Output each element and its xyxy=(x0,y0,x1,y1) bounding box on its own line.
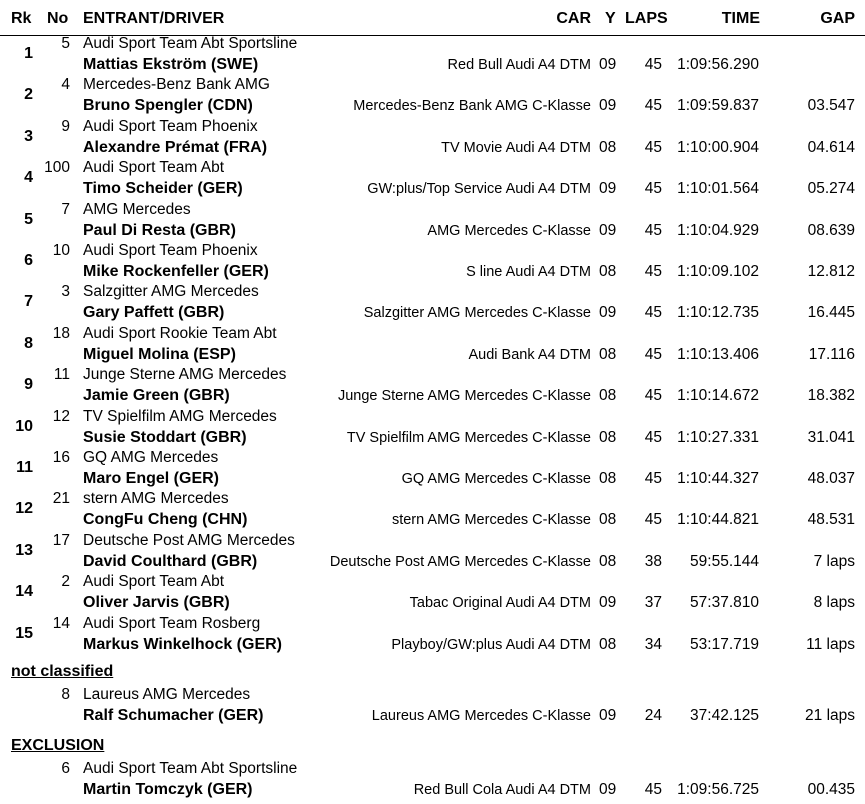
driver-name-cell: Oliver Jarvis (GBR) xyxy=(83,594,230,612)
gap-cell: 17.116 xyxy=(808,345,855,363)
rank-cell: 3 xyxy=(24,127,33,145)
team-name-cell: Audi Sport Team Rosberg xyxy=(83,614,261,632)
gap-cell: 11 laps xyxy=(806,635,855,653)
laps-cell: 38 xyxy=(644,552,662,570)
car-number-cell: 16 xyxy=(52,449,70,466)
gap-cell: 8 laps xyxy=(813,594,855,612)
driver-name-cell: Timo Scheider (GER) xyxy=(83,180,243,198)
car-model-cell: stern AMG Mercedes C-Klasse xyxy=(391,512,591,529)
car-number-cell: 3 xyxy=(61,283,70,301)
result-entry xyxy=(0,35,865,77)
rank-cell: 14 xyxy=(15,583,33,601)
car-number-cell: 5 xyxy=(61,35,70,52)
gap-cell: 03.547 xyxy=(807,97,855,115)
time-cell: 1:09:56.290 xyxy=(677,56,759,73)
year-cell: 09 xyxy=(599,180,617,198)
time-cell: 1:10:01.564 xyxy=(677,180,759,198)
car-model-cell: Red Bull Cola Audi A4 DTM xyxy=(413,782,591,798)
car-number-cell: 14 xyxy=(52,614,70,632)
driver-name-cell: Miguel Molina (ESP) xyxy=(83,345,236,363)
driver-name-cell: Martin Tomczyk (GER) xyxy=(83,781,253,798)
year-cell: 09 xyxy=(599,781,617,798)
time-cell: 53:17.719 xyxy=(690,635,759,653)
column-header-gap: GAP xyxy=(820,10,855,27)
laps-cell: 45 xyxy=(644,781,662,798)
car-number-cell: 21 xyxy=(52,490,70,508)
driver-name-cell: Mattias Ekström (SWE) xyxy=(83,56,259,73)
car-model-cell: GW:plus/Top Service Audi A4 DTM xyxy=(367,181,591,198)
year-cell: 08 xyxy=(599,263,617,280)
year-cell: 08 xyxy=(599,138,617,156)
time-cell: 1:09:56.725 xyxy=(677,781,759,798)
team-name-cell: Audi Sport Team Abt Sportsline xyxy=(83,760,298,777)
result-entry xyxy=(0,159,865,201)
rank-cell: 6 xyxy=(24,252,33,269)
header-row xyxy=(0,6,865,36)
car-number-cell: 8 xyxy=(61,686,70,703)
team-name-cell: TV Spielfilm AMG Mercedes xyxy=(83,407,277,425)
team-name-cell: Salzgitter AMG Mercedes xyxy=(83,283,259,301)
laps-cell: 45 xyxy=(644,263,662,280)
car-model-cell: Junge Sterne AMG Mercedes C-Klasse xyxy=(337,388,591,405)
rank-cell: 1 xyxy=(24,45,33,62)
result-entry xyxy=(0,408,865,450)
car-number-cell: 10 xyxy=(52,242,70,259)
time-cell: 1:10:14.672 xyxy=(677,387,759,405)
team-name-cell: Audi Sport Team Abt Sportsline xyxy=(83,35,298,52)
result-entry xyxy=(0,366,865,408)
driver-name-cell: Paul Di Resta (GBR) xyxy=(83,221,236,239)
gap-cell: 31.041 xyxy=(807,428,855,446)
team-name-cell: GQ AMG Mercedes xyxy=(83,449,219,466)
car-number-cell: 2 xyxy=(61,573,70,591)
result-entry xyxy=(0,532,865,574)
driver-name-cell: Mike Rockenfeller (GER) xyxy=(83,263,269,280)
rank-cell: 8 xyxy=(24,334,33,352)
driver-name-cell: Jamie Green (GBR) xyxy=(83,387,230,405)
team-name-cell: Audi Sport Team Phoenix xyxy=(83,242,258,259)
result-entry xyxy=(0,283,865,325)
laps-cell: 45 xyxy=(644,428,662,446)
laps-cell: 45 xyxy=(644,97,662,115)
rank-cell: 7 xyxy=(24,293,33,311)
laps-cell: 45 xyxy=(644,470,662,487)
result-entry xyxy=(0,201,865,243)
section-heading-exclusion: EXCLUSION xyxy=(11,737,105,754)
car-model-cell: Red Bull Audi A4 DTM xyxy=(447,57,591,73)
gap-cell: 18.382 xyxy=(807,387,855,405)
driver-name-cell: Gary Paffett (GBR) xyxy=(83,304,225,322)
car-number-cell: 4 xyxy=(61,76,70,94)
gap-cell: 08.639 xyxy=(807,221,855,239)
car-model-cell: TV Movie Audi A4 DTM xyxy=(441,139,591,156)
gap-cell: 12.812 xyxy=(807,263,855,280)
year-cell: 09 xyxy=(599,707,617,724)
gap-cell: 7 laps xyxy=(813,552,855,570)
laps-cell: 45 xyxy=(644,180,662,198)
year-cell: 08 xyxy=(599,345,617,363)
year-cell: 08 xyxy=(599,552,617,570)
result-entry xyxy=(0,490,865,532)
time-cell: 1:10:04.929 xyxy=(677,221,759,239)
rank-cell: 13 xyxy=(15,541,33,559)
rank-cell: 9 xyxy=(24,376,33,394)
column-header-time: TIME xyxy=(721,10,760,27)
car-model-cell: Audi Bank A4 DTM xyxy=(468,346,591,363)
car-model-cell: TV Spielfilm AMG Mercedes C-Klasse xyxy=(346,429,591,446)
result-entry xyxy=(0,118,865,160)
team-name-cell: Mercedes-Benz Bank AMG xyxy=(83,76,270,94)
year-cell: 09 xyxy=(599,56,617,73)
result-entry xyxy=(0,76,865,118)
result-entry xyxy=(0,760,865,802)
gap-cell: 04.614 xyxy=(807,138,855,156)
team-name-cell: Audi Sport Rookie Team Abt xyxy=(83,324,277,342)
time-cell: 37:42.125 xyxy=(690,707,759,724)
time-cell: 1:10:27.331 xyxy=(677,428,759,446)
column-header-laps: LAPS xyxy=(625,10,668,27)
gap-cell: 48.531 xyxy=(807,511,855,529)
laps-cell: 37 xyxy=(644,594,662,612)
year-cell: 08 xyxy=(599,470,617,487)
result-entry xyxy=(0,242,865,284)
car-model-cell: Laureus AMG Mercedes C-Klasse xyxy=(371,708,591,724)
time-cell: 57:37.810 xyxy=(690,594,759,612)
column-header-car: CAR xyxy=(556,10,591,27)
year-cell: 08 xyxy=(599,635,617,653)
year-cell: 09 xyxy=(599,304,617,322)
driver-name-cell: CongFu Cheng (CHN) xyxy=(83,511,248,529)
laps-cell: 34 xyxy=(644,635,662,653)
year-cell: 08 xyxy=(599,387,617,405)
team-name-cell: Audi Sport Team Phoenix xyxy=(83,117,258,135)
driver-name-cell: Alexandre Prémat (FRA) xyxy=(83,138,268,156)
gap-cell: 00.435 xyxy=(807,781,855,798)
car-number-cell: 17 xyxy=(52,531,70,549)
result-entry xyxy=(0,449,865,491)
car-number-cell: 100 xyxy=(44,159,70,177)
team-name-cell: Audi Sport Team Abt xyxy=(83,159,225,177)
laps-cell: 45 xyxy=(644,138,662,156)
result-entry xyxy=(0,686,865,728)
car-number-cell: 6 xyxy=(61,760,70,777)
time-cell: 1:10:44.821 xyxy=(677,511,759,529)
car-number-cell: 7 xyxy=(61,200,70,218)
car-model-cell: Mercedes-Benz Bank AMG C-Klasse xyxy=(353,98,591,115)
section-heading-not-classified: not classified xyxy=(11,663,114,680)
laps-cell: 45 xyxy=(644,56,662,73)
team-name-cell: Junge Sterne AMG Mercedes xyxy=(83,366,287,384)
driver-name-cell: Maro Engel (GER) xyxy=(83,470,220,487)
car-model-cell: Tabac Original Audi A4 DTM xyxy=(409,595,591,612)
car-model-cell: S line Audi A4 DTM xyxy=(466,264,591,280)
driver-name-cell: Markus Winkelhock (GER) xyxy=(83,635,283,653)
rank-cell: 4 xyxy=(24,169,33,187)
laps-cell: 45 xyxy=(644,304,662,322)
rank-cell: 5 xyxy=(24,210,33,228)
result-entry xyxy=(0,325,865,367)
car-number-cell: 11 xyxy=(53,366,70,384)
car-number-cell: 9 xyxy=(61,117,70,135)
time-cell: 1:10:12.735 xyxy=(677,304,759,322)
car-model-cell: AMG Mercedes C-Klasse xyxy=(427,222,591,239)
laps-cell: 45 xyxy=(644,387,662,405)
gap-cell: 21 laps xyxy=(805,707,855,724)
year-cell: 08 xyxy=(599,428,617,446)
year-cell: 09 xyxy=(599,221,617,239)
rank-cell: 2 xyxy=(24,86,33,104)
rank-cell: 15 xyxy=(15,624,33,642)
car-model-cell: Deutsche Post AMG Mercedes C-Klasse xyxy=(329,553,591,570)
time-cell: 1:10:09.102 xyxy=(677,263,759,280)
result-entry xyxy=(0,573,865,615)
driver-name-cell: Bruno Spengler (CDN) xyxy=(83,97,253,115)
rank-cell: 11 xyxy=(16,459,33,476)
time-cell: 1:10:44.327 xyxy=(677,470,759,487)
team-name-cell: Laureus AMG Mercedes xyxy=(83,686,251,703)
gap-cell: 16.445 xyxy=(807,304,855,322)
driver-name-cell: Ralf Schumacher (GER) xyxy=(83,707,264,724)
column-header-entrant: ENTRANT/DRIVER xyxy=(83,10,225,27)
driver-name-cell: Susie Stoddart (GBR) xyxy=(83,428,247,446)
team-name-cell: Audi Sport Team Abt xyxy=(83,573,225,591)
laps-cell: 45 xyxy=(644,511,662,529)
time-cell: 1:10:13.406 xyxy=(677,345,759,363)
team-name-cell: AMG Mercedes xyxy=(83,200,191,218)
gap-cell: 48.037 xyxy=(807,470,855,487)
laps-cell: 45 xyxy=(644,221,662,239)
column-header-number: No xyxy=(47,10,69,27)
car-model-cell: GQ AMG Mercedes C-Klasse xyxy=(401,471,591,487)
result-entry xyxy=(0,615,865,657)
driver-name-cell: David Coulthard (GBR) xyxy=(83,552,258,570)
laps-cell: 24 xyxy=(644,707,662,724)
rank-cell: 12 xyxy=(15,500,33,518)
column-header-year: Y xyxy=(605,10,616,27)
year-cell: 09 xyxy=(599,594,617,612)
time-cell: 1:09:59.837 xyxy=(677,97,759,115)
gap-cell: 05.274 xyxy=(807,180,855,198)
rank-cell: 10 xyxy=(15,417,33,435)
car-number-cell: 18 xyxy=(52,324,70,342)
car-model-cell: Playboy/GW:plus Audi A4 DTM xyxy=(391,636,591,653)
team-name-cell: stern AMG Mercedes xyxy=(83,490,229,508)
car-model-cell: Salzgitter AMG Mercedes C-Klasse xyxy=(363,305,591,322)
laps-cell: 45 xyxy=(644,345,662,363)
team-name-cell: Deutsche Post AMG Mercedes xyxy=(83,531,295,549)
time-cell: 59:55.144 xyxy=(690,552,759,570)
year-cell: 08 xyxy=(599,511,617,529)
column-header-rank: Rk xyxy=(11,10,32,27)
year-cell: 09 xyxy=(599,97,617,115)
car-number-cell: 12 xyxy=(52,407,70,425)
time-cell: 1:10:00.904 xyxy=(677,138,759,156)
